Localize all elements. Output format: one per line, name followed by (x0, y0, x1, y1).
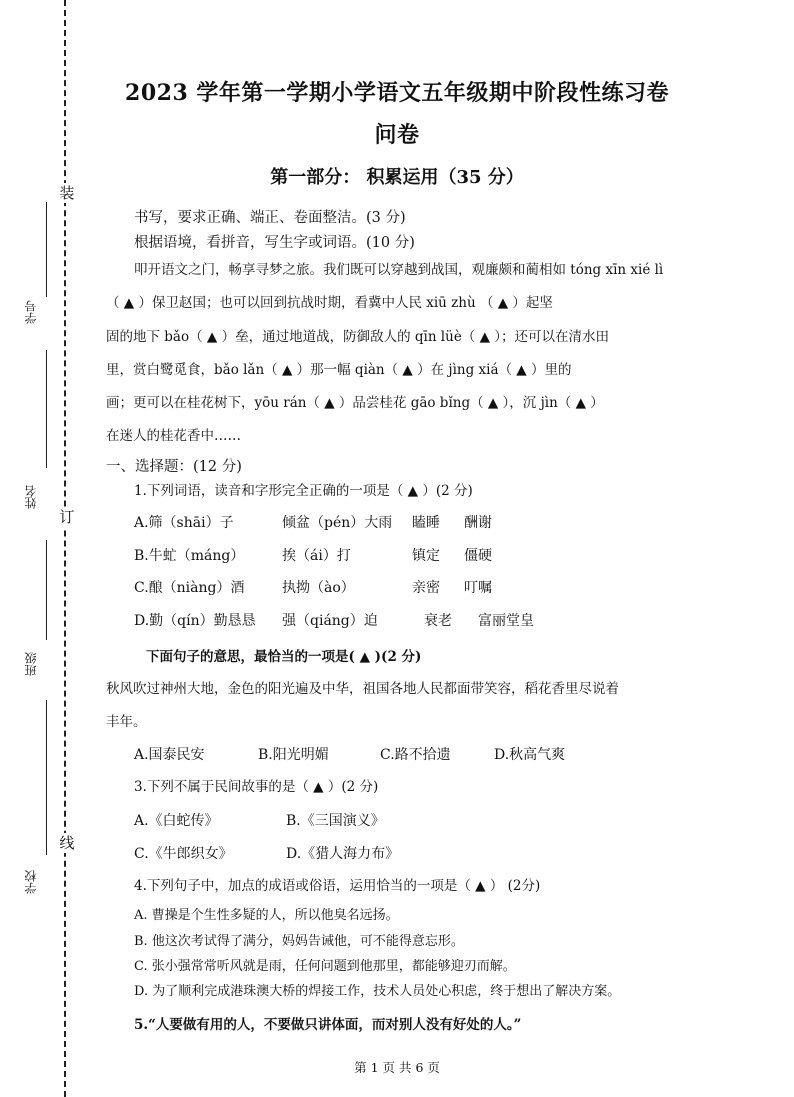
q4-option-d: D. 为了顺利完成港珠澳大桥的焊接工作，技术人员处心积虑，终于想出了解决方案。 (134, 984, 621, 999)
q4-option-b: B. 他这次考试得了满分，妈妈告诫他，可不能得意忘形。 (134, 934, 464, 949)
name-line[interactable] (46, 350, 47, 468)
q1-option-c-word: 执拗（ào） (282, 580, 355, 596)
q1-option-a-word: 瞌睡 (412, 515, 440, 531)
question-2-sentence: 丰年。 (106, 714, 147, 730)
name-label: 姓名 (24, 485, 38, 509)
q1-option-d: D.勤（qín）勤恳恳 (134, 613, 256, 629)
q3-option-c: C.《牛郎织女》 (134, 846, 233, 862)
passage-line: （ ▲ ）保卫赵国；也可以回到抗战时期，看冀中人民 xiū zhù （ ▲ ）起坚 (106, 295, 553, 311)
q1-option-b: B.牛虻（máng） (134, 548, 245, 564)
q3-option-a: A.《白蛇传》 (134, 813, 219, 829)
q1-option-d-word: 衰老 (424, 613, 452, 629)
q1-option-c-word: 叮嘱 (464, 580, 492, 596)
q2-option-b: B.阳光明媚 (258, 747, 329, 763)
exam-title: 2023 学年第一学期小学语文五年级期中阶段性练习卷 (125, 80, 669, 106)
question-3-stem: 3.下列不属于民间故事的是（ ▲ ）(2 分) (134, 779, 379, 795)
q1-option-d-word: 富丽堂皇 (478, 613, 534, 629)
q1-option-a-word: 倾盆（pén）大雨 (282, 515, 393, 531)
school-line[interactable] (46, 700, 47, 855)
q1-option-c: C.酿（niàng）酒 (134, 580, 245, 596)
requirement-2: 根据语境，看拼音，写生字或词语。(10 分) (134, 235, 415, 251)
q1-option-b-word: 挨（ái）打 (282, 548, 351, 564)
q3-option-b: B.《三国演义》 (286, 813, 385, 829)
binding-char-zhuang: 装 (59, 184, 75, 202)
passage-line: 在迷人的桂花香中…… (106, 428, 241, 444)
question-2-sentence: 秋风吹过神州大地，金色的阳光遍及中华，祖国各地人民都面带笑容，稻花香里尽说着 (106, 681, 619, 697)
student-id-label: 学号 (24, 300, 38, 324)
question-2-stem: 下面句子的意思，最恰当的一项是( ▲ )(2 分) (146, 649, 422, 665)
q4-option-a: A. 曹操是个生性多疑的人，所以他臭名远扬。 (134, 908, 399, 923)
requirement-1: 书写，要求正确、端正、卷面整洁。(3 分) (134, 210, 406, 226)
passage-line: 画；更可以在桂花树下，yōu rán（ ▲ ）品尝桂花 gāo bǐng（ ▲ ），沉 jìn（ ▲ ） (106, 395, 604, 411)
part-heading: 第一部分： 积累运用（35 分） (270, 167, 524, 188)
section-heading: 一、选择题：(12 分) (106, 459, 242, 475)
q1-option-b-word: 镇定 (412, 548, 440, 564)
class-line[interactable] (46, 540, 47, 640)
q1-option-a-word: 酬谢 (464, 515, 492, 531)
passage-line: 固的地下 bǎo（ ▲ ）垒，通过地道战，防御敌人的 qīn lüè（ ▲ ）；还可以在清水田 (106, 329, 610, 345)
student-id-line[interactable] (46, 202, 47, 297)
q1-option-b-word: 僵硬 (464, 548, 492, 564)
q3-option-d: D.《猎人海力布》 (286, 846, 400, 862)
school-label: 学校 (24, 870, 38, 894)
q1-option-d-word: 强（qiáng）迫 (282, 613, 378, 629)
question-4-stem: 4.下列句子中，加点的成语或俗语，运用恰当的一项是（ ▲ ） (2分) (134, 878, 541, 894)
q4-option-c: C. 张小强常常听风就是雨，任何问题到他那里，都能够迎刃而解。 (134, 959, 516, 974)
binding-char-xian: 线 (59, 834, 75, 852)
passage-line: 里，赏白鹭觅食，bǎo lǎn（ ▲ ）那一幅 qiàn（ ▲ ）在 jìng xiá（ ▲ ）里的 (106, 362, 572, 378)
question-5-stem: 5.“人要做有用的人，不要做只讲体面，而对别人没有好处的人。” (134, 1017, 522, 1033)
exam-subtitle: 问卷 (374, 122, 420, 148)
passage-line: 叩开语文之门，畅享寻梦之旅。我们既可以穿越到战国，观廉颇和蔺相如 tóng xīn xié lì (134, 262, 664, 278)
q2-option-c: C.路不拾遗 (380, 747, 451, 763)
q2-option-a: A.国泰民安 (134, 747, 205, 763)
q1-option-c-word: 亲密 (412, 580, 440, 596)
q1-option-a: A.筛（shāi）子 (134, 515, 234, 531)
class-label: 班级 (24, 652, 38, 676)
question-1-stem: 1.下列词语，读音和字形完全正确的一项是（ ▲ ）(2 分) (134, 483, 473, 499)
q2-option-d: D.秋高气爽 (494, 747, 566, 763)
page-number: 第 1 页 共 6 页 (354, 1060, 440, 1075)
binding-char-ding: 订 (59, 508, 75, 526)
